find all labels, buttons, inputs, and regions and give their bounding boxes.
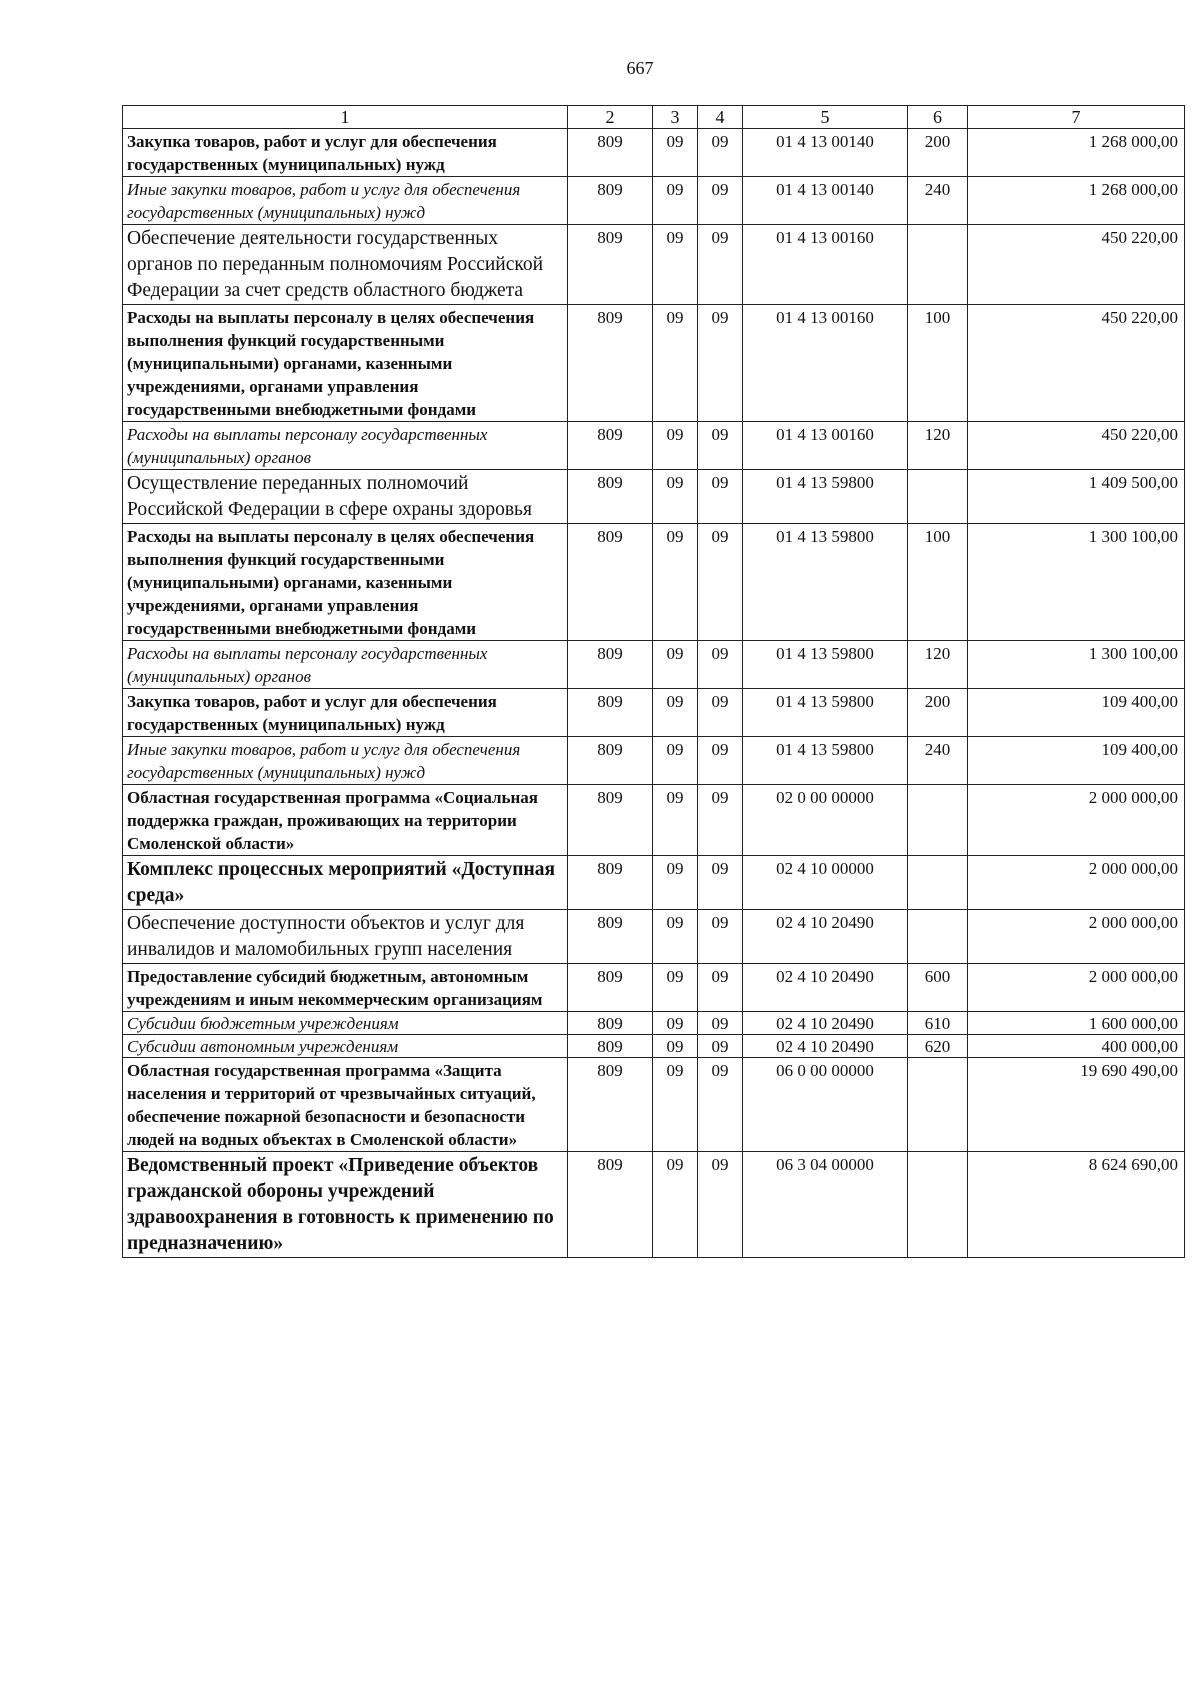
expense-type-cell: 100 — [908, 524, 968, 641]
section-code-cell: 09 — [653, 305, 698, 422]
subsection-code-cell: 09 — [698, 785, 743, 856]
expense-type-cell — [908, 470, 968, 524]
table-row — [123, 305, 1185, 422]
target-article-cell: 06 0 00 00000 — [743, 1058, 908, 1152]
department-code-cell: 809 — [568, 785, 653, 856]
target-article-cell: 01 4 13 59800 — [743, 524, 908, 641]
target-article-cell: 01 4 13 59800 — [743, 470, 908, 524]
section-code-cell: 09 — [653, 910, 698, 964]
subsection-code-cell: 09 — [698, 964, 743, 1012]
expense-type-cell — [908, 910, 968, 964]
table-row — [123, 689, 1185, 737]
target-article-cell: 06 3 04 00000 — [743, 1152, 908, 1258]
expense-name-cell: Расходы на выплаты персоналу в целях обеспечения выполнения функций государственными (муниципальными) органами, казенными учреждениями, органами управления государственными внебюджетными фондами — [123, 524, 568, 641]
budget-table — [122, 105, 1185, 1258]
subsection-code-cell: 09 — [698, 305, 743, 422]
department-code-cell: 809 — [568, 964, 653, 1012]
department-code-cell: 809 — [568, 1035, 653, 1058]
department-code-cell: 809 — [568, 470, 653, 524]
subsection-code-cell: 09 — [698, 470, 743, 524]
amount-cell: 109 400,00 — [968, 689, 1185, 737]
section-code-cell: 09 — [653, 1058, 698, 1152]
amount-cell: 1 409 500,00 — [968, 470, 1185, 524]
subsection-code-cell: 09 — [698, 177, 743, 225]
budget-table-container — [122, 105, 1185, 1258]
target-article-cell: 01 4 13 00140 — [743, 129, 908, 177]
table-row — [123, 129, 1185, 177]
section-code-cell: 09 — [653, 129, 698, 177]
header-col-2: 2 — [568, 106, 653, 129]
expense-name-cell: Субсидии автономным учреждениям — [123, 1035, 568, 1058]
section-code-cell: 09 — [653, 1152, 698, 1258]
amount-cell: 1 600 000,00 — [968, 1012, 1185, 1035]
amount-cell: 2 000 000,00 — [968, 785, 1185, 856]
target-article-cell: 02 4 10 20490 — [743, 1035, 908, 1058]
amount-cell: 8 624 690,00 — [968, 1152, 1185, 1258]
expense-type-cell — [908, 856, 968, 910]
header-col-4: 4 — [698, 106, 743, 129]
amount-cell: 2 000 000,00 — [968, 910, 1185, 964]
department-code-cell: 809 — [568, 524, 653, 641]
table-row — [123, 1035, 1185, 1058]
amount-cell: 1 300 100,00 — [968, 524, 1185, 641]
expense-type-cell — [908, 1058, 968, 1152]
target-article-cell: 02 4 10 20490 — [743, 910, 908, 964]
expense-name-cell: Комплекс процессных мероприятий «Доступная среда» — [123, 856, 568, 910]
department-code-cell: 809 — [568, 910, 653, 964]
target-article-cell: 01 4 13 00160 — [743, 305, 908, 422]
section-code-cell: 09 — [653, 1035, 698, 1058]
expense-name-cell: Предоставление субсидий бюджетным, автономным учреждениям и иным некоммерческим организациям — [123, 964, 568, 1012]
expense-name-cell: Расходы на выплаты персоналу в целях обеспечения выполнения функций государственными (муниципальными) органами, казенными учреждениями, органами управления государственными внебюджетными фондами — [123, 305, 568, 422]
subsection-code-cell: 09 — [698, 225, 743, 305]
section-code-cell: 09 — [653, 177, 698, 225]
section-code-cell: 09 — [653, 1012, 698, 1035]
expense-type-cell: 600 — [908, 964, 968, 1012]
section-code-cell: 09 — [653, 689, 698, 737]
amount-cell: 450 220,00 — [968, 305, 1185, 422]
expense-name-cell: Обеспечение доступности объектов и услуг для инвалидов и маломобильных групп населения — [123, 910, 568, 964]
amount-cell: 19 690 490,00 — [968, 1058, 1185, 1152]
table-row — [123, 785, 1185, 856]
target-article-cell: 02 0 00 00000 — [743, 785, 908, 856]
expense-type-cell: 240 — [908, 177, 968, 225]
amount-cell: 1 300 100,00 — [968, 641, 1185, 689]
department-code-cell: 809 — [568, 129, 653, 177]
header-col-5: 5 — [743, 106, 908, 129]
expense-name-cell: Расходы на выплаты персоналу государственных (муниципальных) органов — [123, 422, 568, 470]
expense-name-cell: Закупка товаров, работ и услуг для обеспечения государственных (муниципальных) нужд — [123, 689, 568, 737]
target-article-cell: 01 4 13 00160 — [743, 422, 908, 470]
amount-cell: 450 220,00 — [968, 225, 1185, 305]
expense-type-cell: 240 — [908, 737, 968, 785]
department-code-cell: 809 — [568, 225, 653, 305]
header-col-3: 3 — [653, 106, 698, 129]
expense-type-cell — [908, 1152, 968, 1258]
subsection-code-cell: 09 — [698, 910, 743, 964]
subsection-code-cell: 09 — [698, 689, 743, 737]
table-row — [123, 910, 1185, 964]
target-article-cell: 01 4 13 59800 — [743, 689, 908, 737]
subsection-code-cell: 09 — [698, 524, 743, 641]
target-article-cell: 01 4 13 00140 — [743, 177, 908, 225]
subsection-code-cell: 09 — [698, 1058, 743, 1152]
department-code-cell: 809 — [568, 1012, 653, 1035]
section-code-cell: 09 — [653, 641, 698, 689]
subsection-code-cell: 09 — [698, 641, 743, 689]
header-col-1: 1 — [123, 106, 568, 129]
department-code-cell: 809 — [568, 177, 653, 225]
expense-type-cell: 120 — [908, 422, 968, 470]
target-article-cell: 02 4 10 20490 — [743, 1012, 908, 1035]
subsection-code-cell: 09 — [698, 422, 743, 470]
expense-type-cell: 610 — [908, 1012, 968, 1035]
subsection-code-cell: 09 — [698, 737, 743, 785]
subsection-code-cell: 09 — [698, 1035, 743, 1058]
expense-name-cell: Осуществление переданных полномочий Российской Федерации в сфере охраны здоровья — [123, 470, 568, 524]
section-code-cell: 09 — [653, 470, 698, 524]
target-article-cell: 01 4 13 59800 — [743, 737, 908, 785]
expense-type-cell: 200 — [908, 689, 968, 737]
table-row — [123, 177, 1185, 225]
table-row — [123, 641, 1185, 689]
department-code-cell: 809 — [568, 689, 653, 737]
expense-type-cell: 620 — [908, 1035, 968, 1058]
target-article-cell: 01 4 13 00160 — [743, 225, 908, 305]
expense-name-cell: Субсидии бюджетным учреждениям — [123, 1012, 568, 1035]
department-code-cell: 809 — [568, 1152, 653, 1258]
section-code-cell: 09 — [653, 225, 698, 305]
expense-name-cell: Областная государственная программа «Социальная поддержка граждан, проживающих на территории Смоленской области» — [123, 785, 568, 856]
amount-cell: 109 400,00 — [968, 737, 1185, 785]
amount-cell: 1 268 000,00 — [968, 177, 1185, 225]
table-body — [123, 129, 1185, 1258]
department-code-cell: 809 — [568, 641, 653, 689]
subsection-code-cell: 09 — [698, 1152, 743, 1258]
expense-type-cell: 120 — [908, 641, 968, 689]
target-article-cell: 02 4 10 20490 — [743, 964, 908, 1012]
amount-cell: 2 000 000,00 — [968, 964, 1185, 1012]
table-row — [123, 225, 1185, 305]
header-row — [123, 106, 1185, 129]
expense-name-cell: Иные закупки товаров, работ и услуг для обеспечения государственных (муниципальных) нужд — [123, 737, 568, 785]
amount-cell: 450 220,00 — [968, 422, 1185, 470]
expense-name-cell: Закупка товаров, работ и услуг для обеспечения государственных (муниципальных) нужд — [123, 129, 568, 177]
table-row — [123, 737, 1185, 785]
amount-cell: 2 000 000,00 — [968, 856, 1185, 910]
table-row — [123, 470, 1185, 524]
table-row — [123, 1152, 1185, 1258]
expense-name-cell: Ведомственный проект «Приведение объектов гражданской обороны учреждений здравоохранения в готовность к применению по предназначению» — [123, 1152, 568, 1258]
target-article-cell: 01 4 13 59800 — [743, 641, 908, 689]
page-number: 667 — [626, 58, 654, 78]
expense-name-cell: Иные закупки товаров, работ и услуг для обеспечения государственных (муниципальных) нужд — [123, 177, 568, 225]
section-code-cell: 09 — [653, 422, 698, 470]
header-col-6: 6 — [908, 106, 968, 129]
section-code-cell: 09 — [653, 856, 698, 910]
table-row — [123, 422, 1185, 470]
target-article-cell: 02 4 10 00000 — [743, 856, 908, 910]
table-row — [123, 964, 1185, 1012]
expense-name-cell: Обеспечение деятельности государственных органов по переданным полномочиям Российской Федерации за счет средств областного бюджета — [123, 225, 568, 305]
subsection-code-cell: 09 — [698, 856, 743, 910]
subsection-code-cell: 09 — [698, 1012, 743, 1035]
expense-type-cell — [908, 785, 968, 856]
section-code-cell: 09 — [653, 785, 698, 856]
expense-name-cell: Расходы на выплаты персоналу государственных (муниципальных) органов — [123, 641, 568, 689]
expense-name-cell: Областная государственная программа «Защита населения и территорий от чрезвычайных ситуаций, обеспечение пожарной безопасности и безопасности людей на водных объектах в Смоленской области» — [123, 1058, 568, 1152]
department-code-cell: 809 — [568, 422, 653, 470]
department-code-cell: 809 — [568, 856, 653, 910]
table-row — [123, 524, 1185, 641]
section-code-cell: 09 — [653, 964, 698, 1012]
department-code-cell: 809 — [568, 737, 653, 785]
expense-type-cell: 200 — [908, 129, 968, 177]
department-code-cell: 809 — [568, 305, 653, 422]
table-row — [123, 1058, 1185, 1152]
subsection-code-cell: 09 — [698, 129, 743, 177]
table-row — [123, 1012, 1185, 1035]
table-row — [123, 856, 1185, 910]
expense-type-cell: 100 — [908, 305, 968, 422]
amount-cell: 1 268 000,00 — [968, 129, 1185, 177]
section-code-cell: 09 — [653, 737, 698, 785]
header-col-7: 7 — [968, 106, 1185, 129]
section-code-cell: 09 — [653, 524, 698, 641]
department-code-cell: 809 — [568, 1058, 653, 1152]
expense-type-cell — [908, 225, 968, 305]
amount-cell: 400 000,00 — [968, 1035, 1185, 1058]
